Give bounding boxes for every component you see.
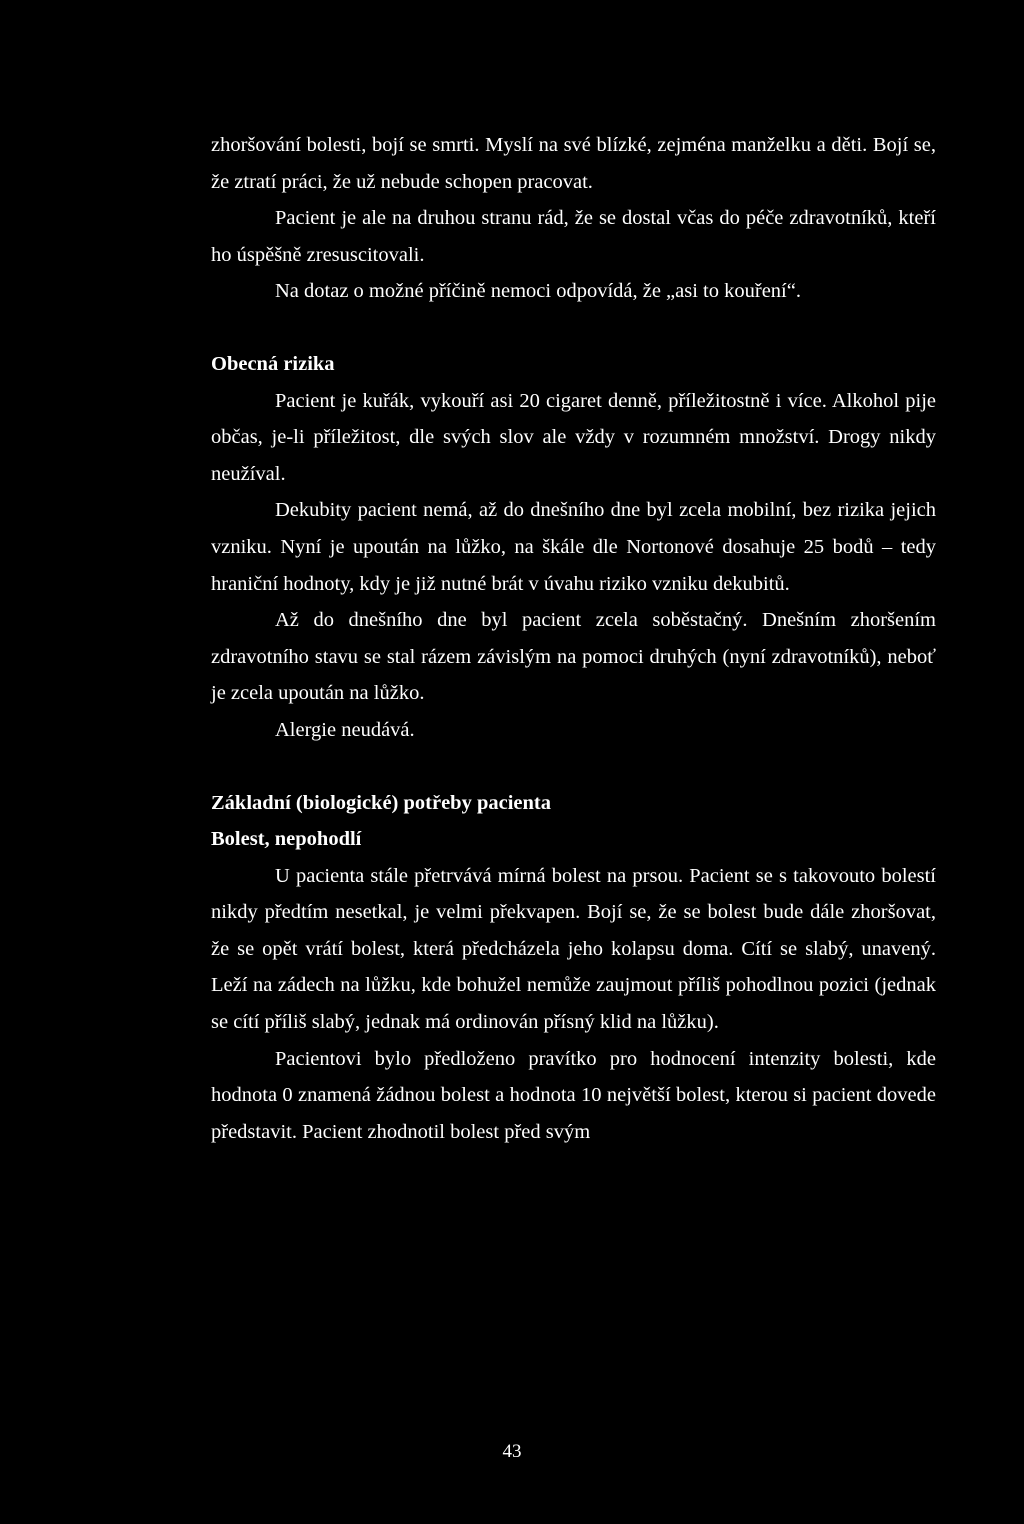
section-spacer: [211, 749, 936, 785]
page-number: 43: [502, 1441, 522, 1462]
paragraph-intro-3: Na dotaz o možné příčině nemoci odpovídá, že „asi to kouření“.: [275, 280, 801, 303]
paragraph-intro-1: zhoršování bolesti, bojí se smrti. Myslí na své blízké, zejména manželku a děti. Bojí se, že ztratí práci, že už nebude schopen pracovat.: [211, 134, 936, 193]
paragraph-decubitus: Dekubity pacient nemá, až do dnešního dne byl zcela mobilní, bez rizika jejich vzniku. Nyní je upoután na lůžko, na škále dle Nortonové dosahuje 25 bodů – tedy hraniční hodnoty, kdy je již nutné brát v úvahu riziko vzniku dekubitů.: [211, 499, 936, 595]
heading-general-risks: Obecná rizika: [211, 352, 335, 375]
paragraph-smoking: Pacient je kuřák, vykouří asi 20 cigaret denně, příležitostně i více. Alkohol pije občas, je-li příležitost, dle svých slov ale vždy v rozumném množství. Drogy nikdy neužíval.: [211, 389, 936, 485]
paragraph-self-sufficiency: Až do dnešního dne byl pacient zcela soběstačný. Dnešním zhoršením zdravotního stavu se stal rázem závislým na pomoci druhých (nyní zdravotníků), neboť je zcela upoután na lůžko.: [211, 609, 936, 705]
paragraph-intro-2: Pacient je ale na druhou stranu rád, že se dostal včas do péče zdravotníků, kteří ho úspěšně zresuscitovali.: [211, 207, 936, 266]
paragraph-pain-description: U pacienta stále přetrvává mírná bolest na prsou. Pacient se s takovouto bolestí nikdy předtím nesetkal, je velmi překvapen. Bojí se, že se bolest bude dále zhoršovat, že se opět vrátí bolest, která předcházela jeho kolapsu doma. Cítí se slabý, unavený. Leží na zádech na lůžku, kde bohužel nemůže zaujmout příliš pohodlnou pozici (jednak se cítí příliš slabý, jednak má ordinován přísný klid na lůžku).: [211, 864, 936, 1034]
section-spacer: [211, 310, 936, 346]
document-page: [211, 127, 936, 1150]
subheading-pain: Bolest, nepohodlí: [211, 828, 362, 851]
paragraph-allergies: Alergie neudává.: [275, 718, 415, 741]
heading-basic-needs: Základní (biologické) potřeby pacienta: [211, 791, 551, 814]
paragraph-pain-scale: Pacientovi bylo předloženo pravítko pro hodnocení intenzity bolesti, kde hodnota 0 znamená žádnou bolest a hodnota 10 největší bolest, kterou si pacient dovede představit. Pacient zhodnotil bolest před svým: [211, 1047, 936, 1143]
